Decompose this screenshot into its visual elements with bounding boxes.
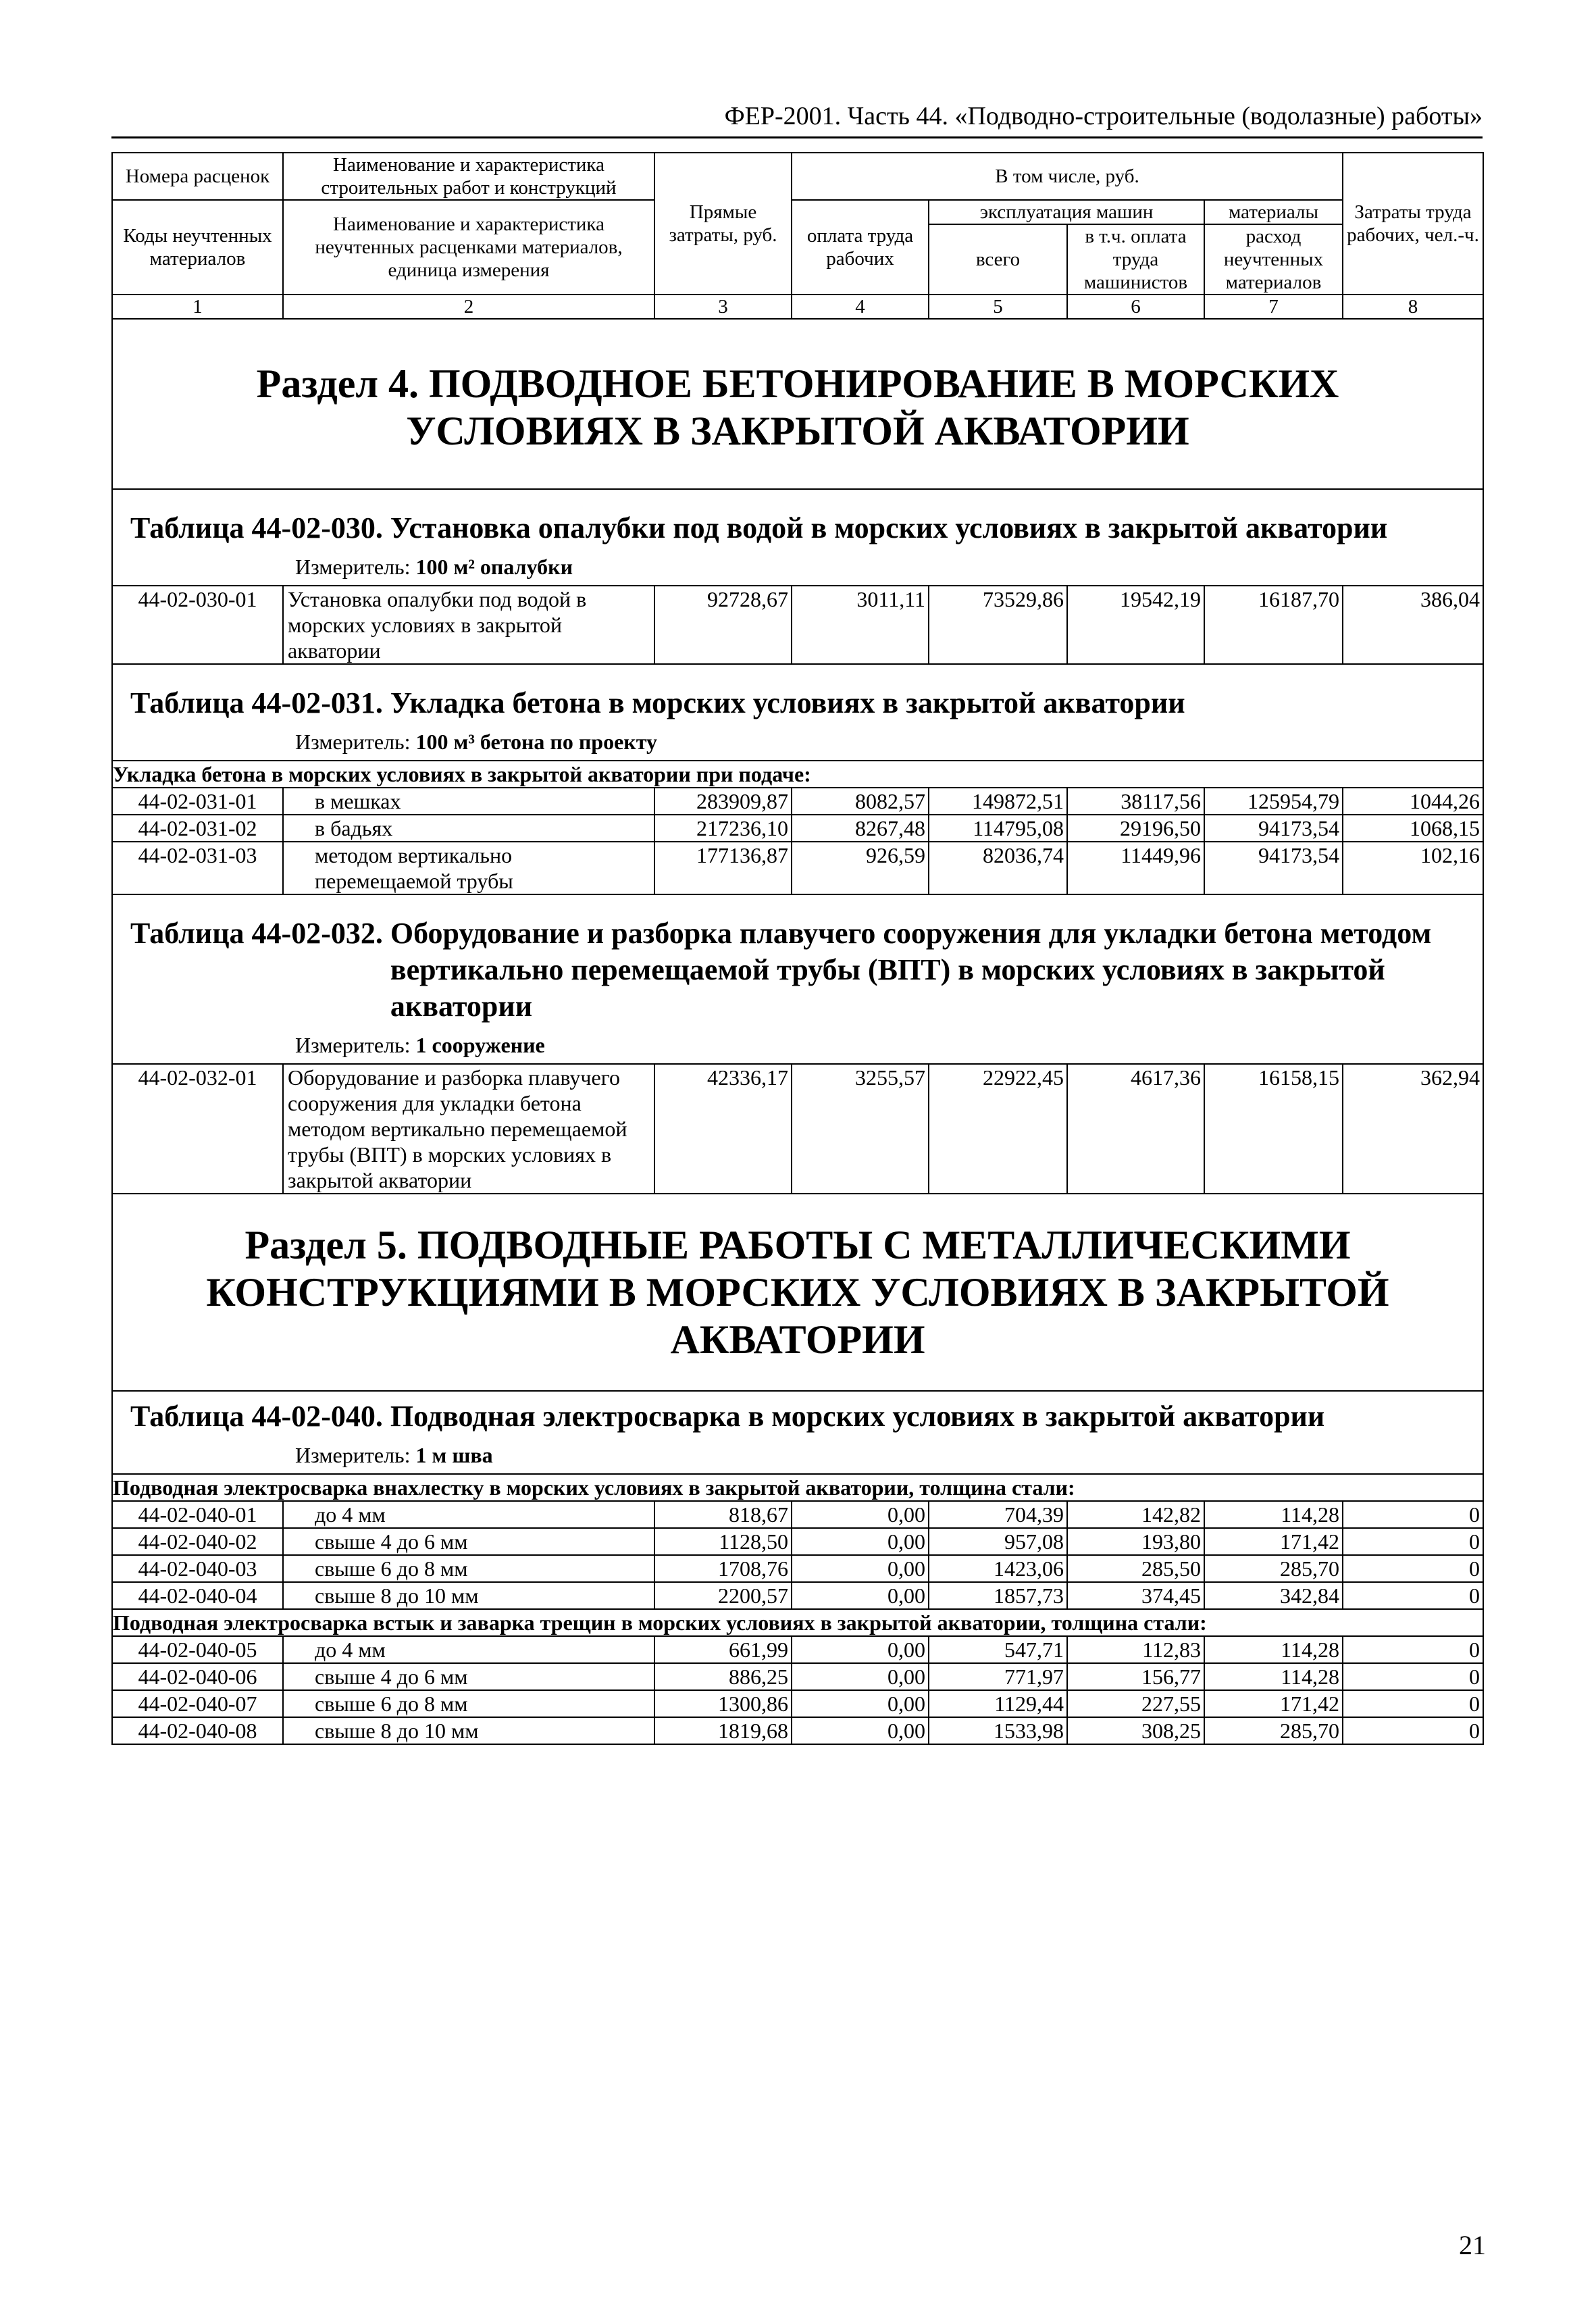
direct-costs: 177136,87 (654, 842, 792, 894)
operator-pay: 374,45 (1067, 1582, 1204, 1609)
rate-name: свыше 6 до 8 мм (283, 1555, 654, 1582)
worker-pay: 8082,57 (792, 788, 929, 815)
table-030-title-row (112, 489, 1483, 586)
group-header-row (112, 1474, 1483, 1501)
rate-code: 44-02-040-02 (112, 1528, 283, 1555)
col-number: 4 (792, 295, 929, 319)
materials: 94173,54 (1204, 842, 1343, 894)
rate-name: до 4 мм (283, 1636, 654, 1663)
machines-total: 22922,45 (929, 1064, 1067, 1194)
labor-costs: 0 (1343, 1528, 1483, 1555)
table-row (112, 1501, 1483, 1528)
rates-table (111, 152, 1484, 1745)
table-title (113, 665, 1483, 727)
table-row (112, 1636, 1483, 1663)
header-labor-costs: Затраты труда рабочих, чел.-ч. (1343, 153, 1483, 295)
direct-costs: 1708,76 (654, 1555, 792, 1582)
section-4-row (112, 319, 1483, 489)
table-title (113, 1392, 1483, 1440)
worker-pay: 8267,48 (792, 815, 929, 842)
direct-costs: 92728,67 (654, 586, 792, 664)
table-row (112, 1555, 1483, 1582)
direct-costs: 661,99 (654, 1636, 792, 1663)
rate-name: в бадьях (283, 815, 654, 842)
labor-costs: 0 (1343, 1690, 1483, 1717)
running-header: ФЕР-2001. Часть 44. «Подводно-строительные (водолазные) работы» (111, 101, 1483, 138)
rate-code: 44-02-031-03 (112, 842, 283, 894)
worker-pay: 926,59 (792, 842, 929, 894)
meter (113, 727, 1483, 760)
group-header-row (112, 761, 1483, 788)
direct-costs: 2200,57 (654, 1582, 792, 1609)
operator-pay: 142,82 (1067, 1501, 1204, 1528)
labor-costs: 0 (1343, 1636, 1483, 1663)
table-name: Подводная электросварка в морских условиях в закрытой акватории (390, 1400, 1325, 1433)
rate-code: 44-02-040-05 (112, 1636, 283, 1663)
table-row (112, 586, 1483, 664)
col-number: 7 (1204, 295, 1343, 319)
operator-pay: 4617,36 (1067, 1064, 1204, 1194)
group-header-row (112, 1609, 1483, 1636)
materials: 285,70 (1204, 1555, 1343, 1582)
group-header: Подводная электросварка встык и заварка трещин в морских условиях в закрытой акватории, толщина стали: (112, 1609, 1483, 1636)
machines-total: 771,97 (929, 1663, 1067, 1690)
materials: 16158,15 (1204, 1064, 1343, 1194)
rate-name: свыше 4 до 6 мм (283, 1528, 654, 1555)
direct-costs: 1128,50 (654, 1528, 792, 1555)
table-number: Таблица 44-02-032. (130, 917, 383, 950)
header-operator-pay: в т.ч. оплата труда машинистов (1067, 224, 1204, 295)
worker-pay: 0,00 (792, 1582, 929, 1609)
labor-costs: 362,94 (1343, 1064, 1483, 1194)
table-row (112, 1064, 1483, 1194)
table-name: Установка опалубки под водой в морских условиях в закрытой акватории (390, 511, 1388, 544)
worker-pay: 0,00 (792, 1663, 929, 1690)
machines-total: 149872,51 (929, 788, 1067, 815)
header-work-name: Наименование и характеристика строительных работ и конструкций (283, 153, 654, 200)
direct-costs: 818,67 (654, 1501, 792, 1528)
worker-pay: 0,00 (792, 1636, 929, 1663)
document-page (111, 101, 1483, 1745)
operator-pay: 38117,56 (1067, 788, 1204, 815)
machines-total: 1129,44 (929, 1690, 1067, 1717)
labor-costs: 0 (1343, 1582, 1483, 1609)
materials: 171,42 (1204, 1690, 1343, 1717)
meter-value: 100 м² опалубки (415, 555, 573, 579)
materials: 114,28 (1204, 1636, 1343, 1663)
materials: 285,70 (1204, 1717, 1343, 1744)
machines-total: 704,39 (929, 1501, 1067, 1528)
page-number: 21 (1459, 2230, 1486, 2260)
rate-name: свыше 8 до 10 мм (283, 1582, 654, 1609)
operator-pay: 227,55 (1067, 1690, 1204, 1717)
rate-name: свыше 8 до 10 мм (283, 1717, 654, 1744)
labor-costs: 0 (1343, 1555, 1483, 1582)
table-row (112, 1663, 1483, 1690)
machines-total: 114795,08 (929, 815, 1067, 842)
table-title (113, 490, 1483, 552)
rate-code: 44-02-031-02 (112, 815, 283, 842)
operator-pay: 29196,50 (1067, 815, 1204, 842)
operator-pay: 112,83 (1067, 1636, 1204, 1663)
header-material-codes: Коды неучтенных материалов (112, 200, 283, 295)
materials: 171,42 (1204, 1528, 1343, 1555)
table-row (112, 1528, 1483, 1555)
machines-total: 73529,86 (929, 586, 1067, 664)
table-row (112, 842, 1483, 894)
worker-pay: 0,00 (792, 1555, 929, 1582)
rate-name: свыше 6 до 8 мм (283, 1690, 654, 1717)
header-rate-numbers: Номера расценок (112, 153, 283, 200)
meter-label: Измеритель: (295, 730, 411, 754)
meter-label: Измеритель: (295, 1033, 411, 1057)
table-row (112, 815, 1483, 842)
rate-code: 44-02-040-06 (112, 1663, 283, 1690)
col-number: 2 (283, 295, 654, 319)
table-number: Таблица 44-02-040. (130, 1400, 383, 1433)
machines-total: 1857,73 (929, 1582, 1067, 1609)
header-including: В том числе, руб. (792, 153, 1343, 200)
group-header: Укладка бетона в морских условиях в закрытой акватории при подаче: (112, 761, 1483, 788)
group-header: Подводная электросварка внахлестку в морских условиях в закрытой акватории, толщина стали: (112, 1474, 1483, 1501)
operator-pay: 156,77 (1067, 1663, 1204, 1690)
header-materials: материалы (1204, 200, 1343, 224)
machines-total: 547,71 (929, 1636, 1067, 1663)
direct-costs: 283909,87 (654, 788, 792, 815)
header-materials-usage: расход неучтенных материалов (1204, 224, 1343, 295)
table-number: Таблица 44-02-031. (130, 686, 383, 719)
direct-costs: 1819,68 (654, 1717, 792, 1744)
machines-total: 957,08 (929, 1528, 1067, 1555)
operator-pay: 285,50 (1067, 1555, 1204, 1582)
worker-pay: 3011,11 (792, 586, 929, 664)
rate-name: методом вертикально перемещаемой трубы (283, 842, 654, 894)
materials: 342,84 (1204, 1582, 1343, 1609)
labor-costs: 102,16 (1343, 842, 1483, 894)
rate-code: 44-02-040-08 (112, 1717, 283, 1744)
worker-pay: 0,00 (792, 1501, 929, 1528)
table-row (112, 788, 1483, 815)
rate-name: Оборудование и разборка плавучего сооружения для укладки бетона методом вертикально перемещаемой трубы (ВПТ) в морских условиях в закрытой акватории (283, 1064, 654, 1194)
header-machines: эксплуатация машин (929, 200, 1204, 224)
meter-value: 100 м³ бетона по проекту (415, 730, 658, 754)
meter-value: 1 сооружение (415, 1033, 545, 1057)
meter (113, 552, 1483, 585)
rate-name: свыше 4 до 6 мм (283, 1663, 654, 1690)
labor-costs: 1044,26 (1343, 788, 1483, 815)
direct-costs: 217236,10 (654, 815, 792, 842)
operator-pay: 11449,96 (1067, 842, 1204, 894)
rate-code: 44-02-040-03 (112, 1555, 283, 1582)
col-number: 6 (1067, 295, 1204, 319)
table-row (112, 1717, 1483, 1744)
meter-label: Измеритель: (295, 1443, 411, 1467)
col-number: 1 (112, 295, 283, 319)
operator-pay: 308,25 (1067, 1717, 1204, 1744)
meter (113, 1030, 1483, 1063)
labor-costs: 1068,15 (1343, 815, 1483, 842)
direct-costs: 42336,17 (654, 1064, 792, 1194)
header-row-1 (112, 153, 1483, 200)
rate-code: 44-02-040-01 (112, 1501, 283, 1528)
worker-pay: 3255,57 (792, 1064, 929, 1194)
machines-total: 1533,98 (929, 1717, 1067, 1744)
table-number: Таблица 44-02-030. (130, 511, 383, 544)
column-numbers-row (112, 295, 1483, 319)
meter (113, 1440, 1483, 1473)
section-title: Раздел 5. ПОДВОДНЫЕ РАБОТЫ С МЕТАЛЛИЧЕСКИМИ КОНСТРУКЦИЯМИ В МОРСКИХ УСЛОВИЯХ В ЗАКРЫТОЙ АКВАТОРИИ (206, 1223, 1389, 1362)
header-machines-total: всего (929, 224, 1067, 295)
table-032-title-row (112, 894, 1483, 1064)
col-number: 8 (1343, 295, 1483, 319)
rate-code: 44-02-031-01 (112, 788, 283, 815)
materials: 125954,79 (1204, 788, 1343, 815)
rate-code: 44-02-032-01 (112, 1064, 283, 1194)
labor-costs: 386,04 (1343, 586, 1483, 664)
materials: 16187,70 (1204, 586, 1343, 664)
table-040-title-row (112, 1391, 1483, 1474)
operator-pay: 19542,19 (1067, 586, 1204, 664)
col-number: 3 (654, 295, 792, 319)
rate-name: в мешках (283, 788, 654, 815)
meter-value: 1 м шва (415, 1443, 493, 1467)
rate-code: 44-02-040-04 (112, 1582, 283, 1609)
header-material-name: Наименование и характеристика неучтенных расценками материалов, единица измерения (283, 200, 654, 295)
worker-pay: 0,00 (792, 1690, 929, 1717)
section-title: Раздел 4. ПОДВОДНОЕ БЕТОНИРОВАНИЕ В МОРСКИХ УСЛОВИЯХ В ЗАКРЫТОЙ АКВАТОРИИ (256, 361, 1339, 453)
table-name: Оборудование и разборка плавучего сооружения для укладки бетона методом вертикально перемещаемой трубы (ВПТ) в морских условиях в закрытой акватории (390, 917, 1432, 1023)
rate-code: 44-02-040-07 (112, 1690, 283, 1717)
meter-label: Измеритель: (295, 555, 411, 579)
labor-costs: 0 (1343, 1663, 1483, 1690)
header-worker-pay: оплата труда рабочих (792, 200, 929, 295)
machines-total: 1423,06 (929, 1555, 1067, 1582)
materials: 114,28 (1204, 1663, 1343, 1690)
section-5-row (112, 1194, 1483, 1391)
table-row (112, 1582, 1483, 1609)
direct-costs: 1300,86 (654, 1690, 792, 1717)
rate-name: до 4 мм (283, 1501, 654, 1528)
labor-costs: 0 (1343, 1717, 1483, 1744)
machines-total: 82036,74 (929, 842, 1067, 894)
table-name: Укладка бетона в морских условиях в закрытой акватории (390, 686, 1185, 719)
rate-code: 44-02-030-01 (112, 586, 283, 664)
labor-costs: 0 (1343, 1501, 1483, 1528)
col-number: 5 (929, 295, 1067, 319)
worker-pay: 0,00 (792, 1717, 929, 1744)
operator-pay: 193,80 (1067, 1528, 1204, 1555)
rate-name: Установка опалубки под водой в морских условиях в закрытой акватории (283, 586, 654, 664)
materials: 94173,54 (1204, 815, 1343, 842)
materials: 114,28 (1204, 1501, 1343, 1528)
direct-costs: 886,25 (654, 1663, 792, 1690)
table-row (112, 1690, 1483, 1717)
table-031-title-row (112, 664, 1483, 761)
table-title (113, 895, 1483, 1030)
worker-pay: 0,00 (792, 1528, 929, 1555)
header-row-2 (112, 200, 1483, 224)
header-direct-costs: Прямые затраты, руб. (654, 153, 792, 295)
